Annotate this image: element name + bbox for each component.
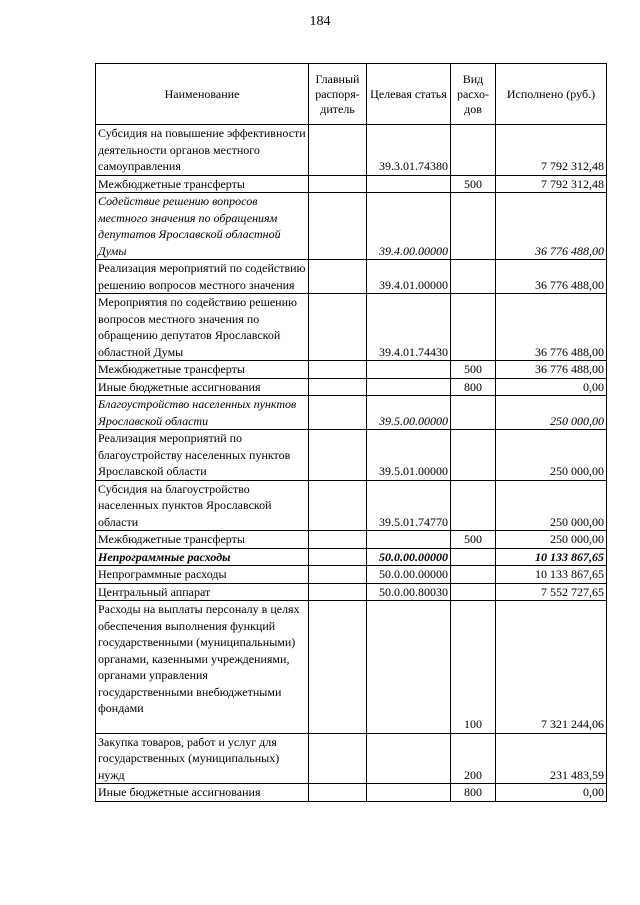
cell-target-article: 50.0.00.00000 <box>367 566 451 584</box>
table-row <box>96 531 607 549</box>
header-name: Наименование <box>96 64 309 125</box>
table-row <box>96 361 607 379</box>
cell-name: Межбюджетные трансферты <box>96 361 309 379</box>
cell-target-article: 39.5.00.00000 <box>367 396 451 430</box>
cell-chief-administrator <box>309 733 367 784</box>
cell-target-article: 39.4.00.00000 <box>367 193 451 260</box>
cell-expense-type <box>451 260 496 294</box>
cell-chief-administrator <box>309 548 367 566</box>
cell-name: Реализация мероприятий по благоустройству населенных пунктов Ярославской области <box>96 430 309 481</box>
header-target-article: Целевая статья <box>367 64 451 125</box>
table-row <box>96 193 607 260</box>
cell-expense-type <box>451 583 496 601</box>
cell-expense-type: 200 <box>451 733 496 784</box>
cell-executed-amount: 7 792 312,48 <box>496 175 607 193</box>
budget-execution-table <box>95 63 607 802</box>
cell-target-article <box>367 784 451 802</box>
table-header-row <box>96 64 607 125</box>
cell-name: Центральный аппарат <box>96 583 309 601</box>
cell-chief-administrator <box>309 601 367 734</box>
header-chief-administrator: Главный распоря-дитель <box>309 64 367 125</box>
cell-expense-type: 500 <box>451 175 496 193</box>
cell-chief-administrator <box>309 125 367 176</box>
cell-executed-amount: 7 792 312,48 <box>496 125 607 176</box>
cell-name: Содействие решению вопросов местного значения по обращениям депутатов Ярославской областной Думы <box>96 193 309 260</box>
table-row <box>96 125 607 176</box>
table-row <box>96 378 607 396</box>
cell-target-article <box>367 733 451 784</box>
table-row <box>96 430 607 481</box>
cell-target-article <box>367 378 451 396</box>
cell-target-article <box>367 531 451 549</box>
table-row <box>96 480 607 531</box>
cell-target-article <box>367 361 451 379</box>
cell-name: Субсидия на повышение эффективности деятельности органов местного самоуправления <box>96 125 309 176</box>
cell-chief-administrator <box>309 480 367 531</box>
cell-target-article: 39.5.01.74770 <box>367 480 451 531</box>
cell-executed-amount: 10 133 867,65 <box>496 566 607 584</box>
cell-chief-administrator <box>309 175 367 193</box>
cell-name: Реализация мероприятий по содействию решению вопросов местного значения <box>96 260 309 294</box>
cell-expense-type <box>451 430 496 481</box>
cell-expense-type: 500 <box>451 531 496 549</box>
cell-expense-type <box>451 193 496 260</box>
cell-executed-amount: 10 133 867,65 <box>496 548 607 566</box>
cell-expense-type <box>451 396 496 430</box>
cell-target-article: 50.0.00.00000 <box>367 548 451 566</box>
cell-executed-amount: 250 000,00 <box>496 430 607 481</box>
table-row <box>96 175 607 193</box>
cell-target-article: 39.3.01.74380 <box>367 125 451 176</box>
cell-chief-administrator <box>309 566 367 584</box>
cell-name: Мероприятия по содействию решению вопросов местного значения по обращению депутатов Ярославской областной Думы <box>96 294 309 361</box>
table-row <box>96 733 607 784</box>
table-row <box>96 601 607 734</box>
cell-expense-type <box>451 294 496 361</box>
cell-expense-type <box>451 125 496 176</box>
cell-name: Благоустройство населенных пунктов Ярославской области <box>96 396 309 430</box>
cell-target-article: 39.4.01.00000 <box>367 260 451 294</box>
cell-chief-administrator <box>309 531 367 549</box>
cell-chief-administrator <box>309 396 367 430</box>
cell-chief-administrator <box>309 294 367 361</box>
cell-chief-administrator <box>309 430 367 481</box>
cell-name: Непрограммные расходы <box>96 566 309 584</box>
cell-name: Межбюджетные трансферты <box>96 175 309 193</box>
cell-expense-type: 100 <box>451 601 496 734</box>
cell-target-article: 39.5.01.00000 <box>367 430 451 481</box>
cell-executed-amount: 36 776 488,00 <box>496 193 607 260</box>
cell-target-article <box>367 175 451 193</box>
header-executed: Исполнено (руб.) <box>496 64 607 125</box>
table-row <box>96 784 607 802</box>
cell-name: Иные бюджетные ассигнования <box>96 784 309 802</box>
cell-executed-amount: 0,00 <box>496 378 607 396</box>
cell-executed-amount: 250 000,00 <box>496 396 607 430</box>
cell-target-article: 50.0.00.80030 <box>367 583 451 601</box>
table-row <box>96 294 607 361</box>
cell-name: Непрограммные расходы <box>96 548 309 566</box>
cell-expense-type <box>451 548 496 566</box>
cell-executed-amount: 36 776 488,00 <box>496 361 607 379</box>
cell-chief-administrator <box>309 378 367 396</box>
cell-name: Межбюджетные трансферты <box>96 531 309 549</box>
cell-executed-amount: 250 000,00 <box>496 531 607 549</box>
table-row <box>96 260 607 294</box>
cell-chief-administrator <box>309 583 367 601</box>
header-expense-type: Вид расхо-дов <box>451 64 496 125</box>
cell-expense-type <box>451 480 496 531</box>
table-row <box>96 583 607 601</box>
cell-expense-type: 800 <box>451 784 496 802</box>
cell-chief-administrator <box>309 361 367 379</box>
cell-name: Закупка товаров, работ и услуг для государственных (муниципальных) нужд <box>96 733 309 784</box>
cell-chief-administrator <box>309 193 367 260</box>
cell-expense-type: 800 <box>451 378 496 396</box>
cell-target-article: 39.4.01.74430 <box>367 294 451 361</box>
cell-executed-amount: 7 321 244,06 <box>496 601 607 734</box>
table-body <box>96 125 607 802</box>
cell-executed-amount: 7 552 727,65 <box>496 583 607 601</box>
cell-executed-amount: 250 000,00 <box>496 480 607 531</box>
cell-name: Иные бюджетные ассигнования <box>96 378 309 396</box>
table-row <box>96 396 607 430</box>
cell-expense-type: 500 <box>451 361 496 379</box>
cell-executed-amount: 0,00 <box>496 784 607 802</box>
cell-name: Субсидия на благоустройство населенных пунктов Ярославской области <box>96 480 309 531</box>
cell-executed-amount: 231 483,59 <box>496 733 607 784</box>
cell-target-article <box>367 601 451 734</box>
cell-name: Расходы на выплаты персоналу в целях обеспечения выполнения функций государственными (муниципальными) органами, казенными учреждениями, органами управления государственными внебюджетными фондами <box>96 601 309 734</box>
cell-executed-amount: 36 776 488,00 <box>496 260 607 294</box>
cell-expense-type <box>451 566 496 584</box>
table-row <box>96 566 607 584</box>
page-number: 184 <box>309 14 331 29</box>
table-row <box>96 548 607 566</box>
cell-chief-administrator <box>309 260 367 294</box>
cell-executed-amount: 36 776 488,00 <box>496 294 607 361</box>
cell-chief-administrator <box>309 784 367 802</box>
